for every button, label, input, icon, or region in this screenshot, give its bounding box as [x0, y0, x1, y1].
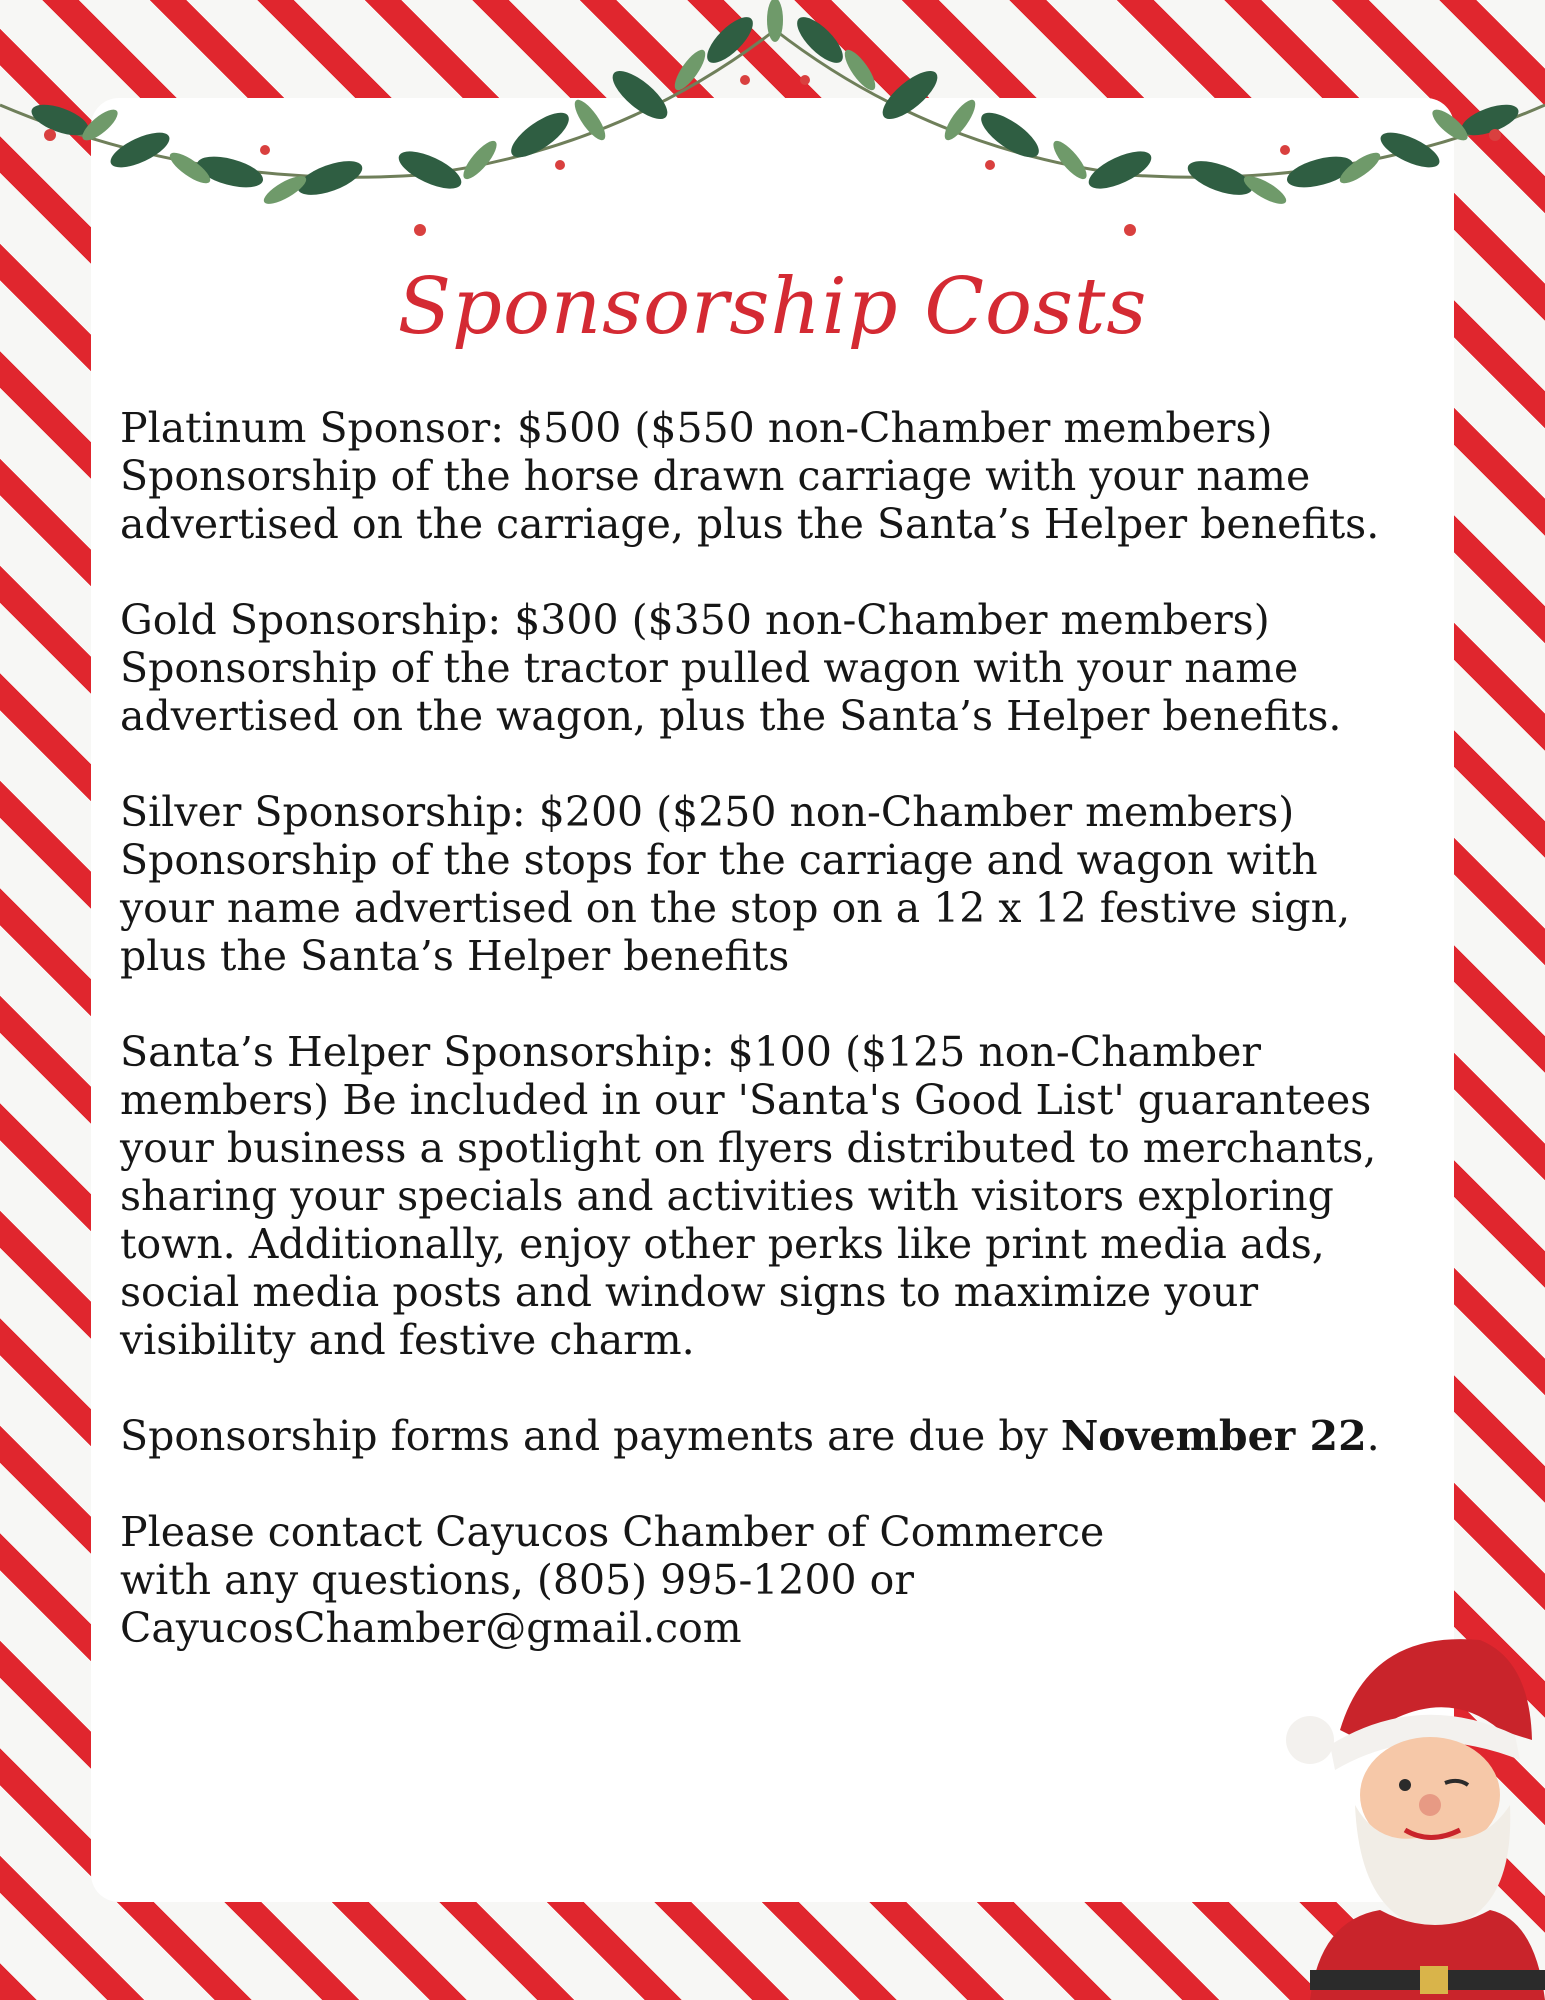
- text-line: advertised on the carriage, plus the Santa’s Helper benefits.: [120, 500, 1380, 548]
- text-line: plus the Santa’s Helper benefits: [120, 932, 790, 980]
- gold-sponsorship: [120, 596, 1440, 740]
- text-line: your name advertised on the stop on a 12 x 12 festive sign,: [120, 884, 1351, 932]
- text-line: Sponsorship of the tractor pulled wagon with your name: [120, 644, 1299, 692]
- due-line: [120, 1412, 1440, 1460]
- platinum-sponsorship: [120, 404, 1440, 548]
- contact-info: [120, 1508, 1440, 1652]
- text-line: sharing your specials and activities with visitors exploring: [120, 1172, 1334, 1220]
- text-line: Silver Sponsorship: $200 ($250 non-Chamber members): [120, 788, 1295, 836]
- text-line: members) Be included in our 'Santa's Good List' guarantees: [120, 1076, 1372, 1124]
- text-line: Sponsorship of the stops for the carriage and wagon with: [120, 836, 1318, 884]
- santas-helper-sponsorship: [120, 1028, 1440, 1364]
- due-suffix: .: [1366, 1412, 1380, 1460]
- sponsorship-content: [120, 404, 1440, 1700]
- due-date: November 22: [1060, 1412, 1367, 1460]
- due-date-notice: [120, 1412, 1440, 1460]
- page-title: Sponsorship Costs: [397, 262, 1148, 352]
- text-line: social media posts and window signs to maximize your: [120, 1268, 1259, 1316]
- contact-email: CayucosChamber@gmail.com: [120, 1604, 742, 1652]
- text-line: Please contact Cayucos Chamber of Commerce: [120, 1508, 1105, 1556]
- text-line: Gold Sponsorship: $300 ($350 non-Chamber members): [120, 596, 1270, 644]
- text-line: Platinum Sponsor: $500 ($550 non-Chamber members): [120, 404, 1273, 452]
- santa-illustration: [1270, 1620, 1545, 2000]
- text-line: town. Additionally, enjoy other perks like print media ads,: [120, 1220, 1325, 1268]
- text-line: advertised on the wagon, plus the Santa’s Helper benefits.: [120, 692, 1342, 740]
- text-line: your business a spotlight on flyers distributed to merchants,: [120, 1124, 1377, 1172]
- silver-sponsorship: [120, 788, 1440, 980]
- text-line: with any questions, (805) 995-1200 or: [120, 1556, 914, 1604]
- text-line: Sponsorship of the horse drawn carriage with your name: [120, 452, 1311, 500]
- due-prefix: Sponsorship forms and payments are due by: [120, 1412, 1061, 1460]
- text-line: visibility and festive charm.: [120, 1316, 695, 1364]
- text-line: Santa’s Helper Sponsorship: $100 ($125 non-Chamber: [120, 1028, 1261, 1076]
